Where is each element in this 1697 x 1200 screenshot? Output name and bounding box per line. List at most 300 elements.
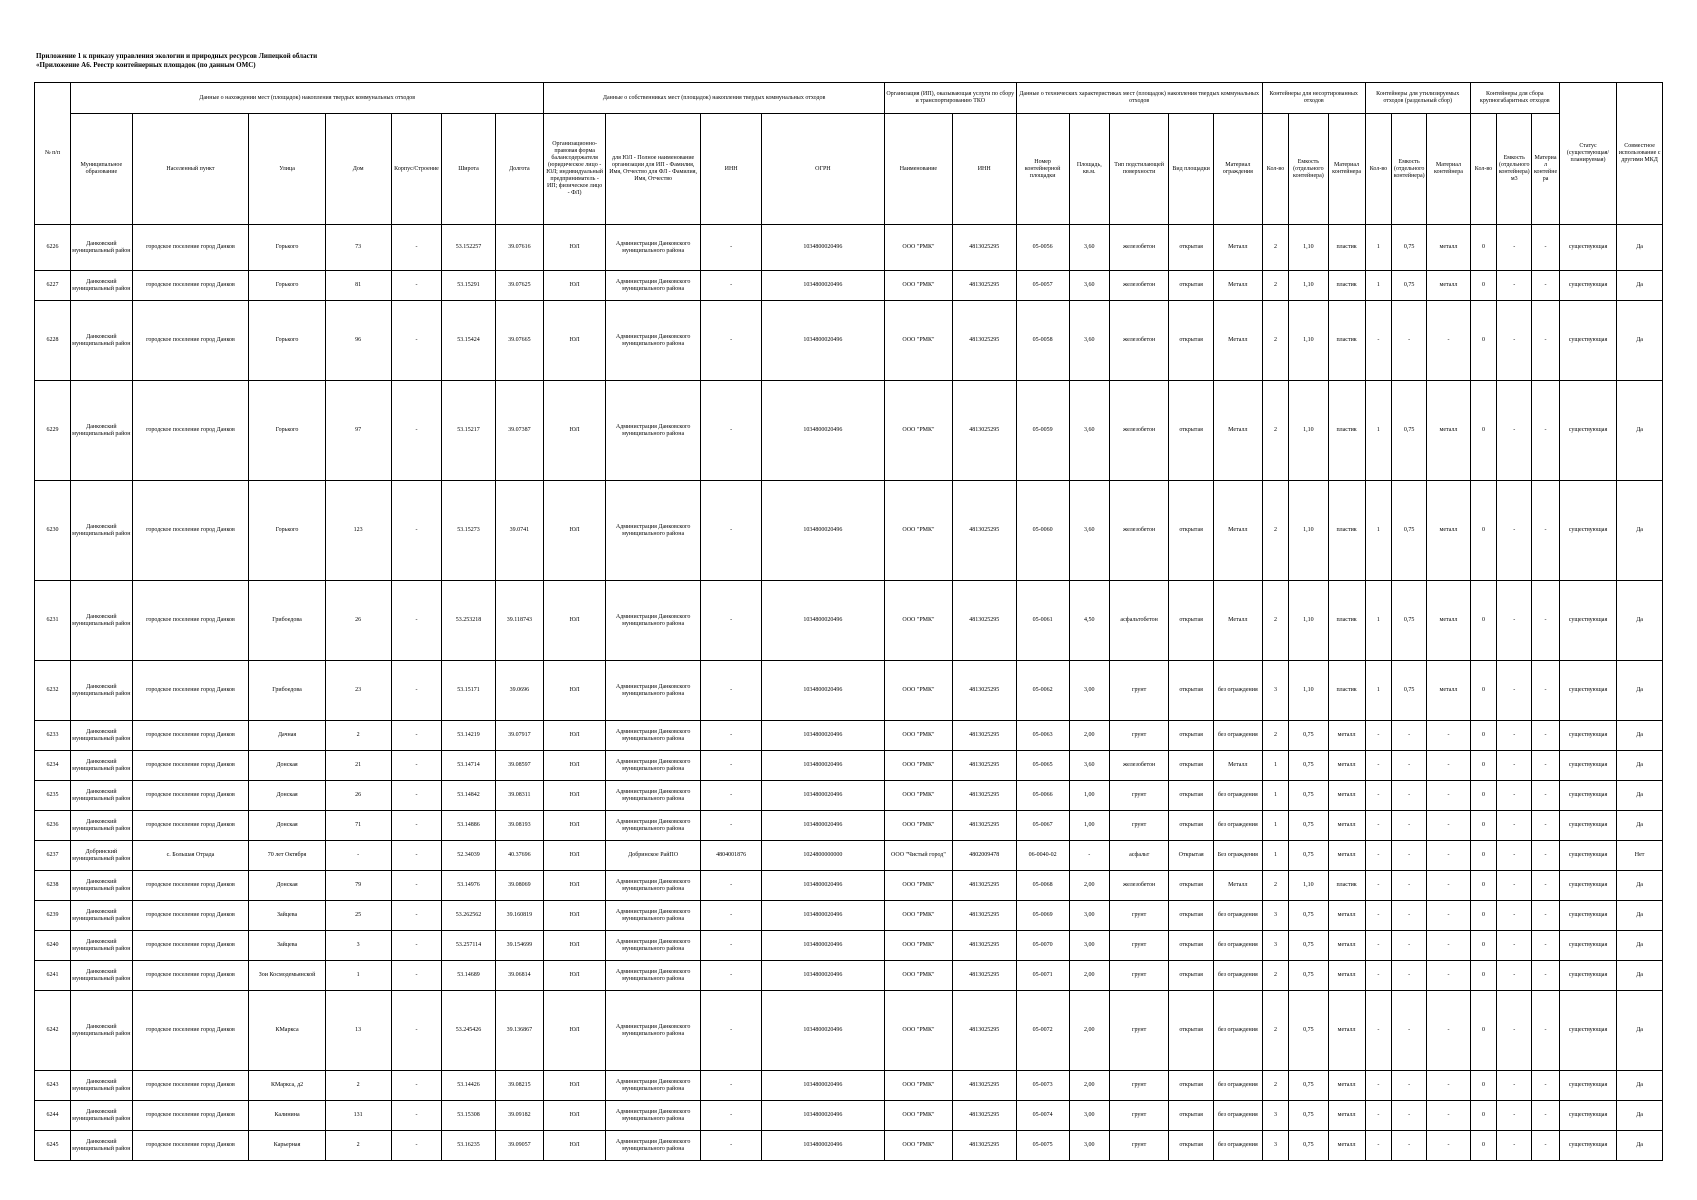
table-cell: Донская	[249, 871, 325, 901]
table-cell: 53.15171	[442, 661, 495, 721]
table-cell: -	[1532, 871, 1560, 901]
table-cell: -	[1532, 1101, 1560, 1131]
table-cell: 81	[325, 271, 391, 301]
table-cell: 53.15217	[442, 381, 495, 481]
table-cell: ЮЛ	[544, 841, 606, 871]
table-cell: 3,60	[1069, 301, 1109, 381]
table-cell: пластик	[1328, 381, 1365, 481]
table-cell: металл	[1427, 661, 1471, 721]
table-cell: Данковский муниципальный район	[71, 381, 133, 481]
group-bulky: Контейнеры для сбора крупногабаритных отходов	[1470, 83, 1559, 114]
table-cell: -	[1497, 581, 1532, 661]
table-cell: Металл	[1213, 581, 1262, 661]
table-cell: 1034800020496	[761, 991, 884, 1071]
table-cell: 4813025295	[952, 811, 1016, 841]
table-cell: -	[1365, 1101, 1392, 1131]
table-cell: 1	[1365, 661, 1392, 721]
table-cell: ООО "РМК"	[884, 661, 952, 721]
table-cell: 4813025295	[952, 481, 1016, 581]
table-cell: 0,75	[1392, 225, 1427, 271]
table-cell: -	[1365, 901, 1392, 931]
table-cell: 0,75	[1289, 931, 1328, 961]
table-cell: городское поселение город Данков	[132, 381, 249, 481]
table-cell: 1,10	[1289, 581, 1328, 661]
table-cell: Администрация Данковского муниципального района	[605, 931, 701, 961]
col-unsorted-qty: Кол-во	[1262, 114, 1289, 225]
table-cell: -	[391, 1101, 442, 1131]
col-org-name: Наименование	[884, 114, 952, 225]
col-recyclable-volume: Емкость (отдельного контейнера)	[1392, 114, 1427, 225]
table-cell: -	[1392, 781, 1427, 811]
col-status: Статус (существующая/планируемая)	[1559, 83, 1616, 225]
table-cell: -	[1392, 871, 1427, 901]
table-cell: -	[1497, 661, 1532, 721]
table-cell: открытая	[1169, 901, 1214, 931]
table-cell: -	[391, 841, 442, 871]
table-cell: 39.0696	[495, 661, 544, 721]
table-cell: -	[1497, 1101, 1532, 1131]
table-cell: металл	[1328, 991, 1365, 1071]
table-cell: 0	[1470, 841, 1497, 871]
table-cell: -	[1532, 721, 1560, 751]
table-cell: 0,75	[1289, 1131, 1328, 1161]
table-cell: существующая	[1559, 931, 1616, 961]
table-cell: -	[701, 225, 761, 271]
table-cell: Администрация Данковского муниципального района	[605, 901, 701, 931]
col-num: № п/п	[35, 83, 71, 225]
table-cell: 0	[1470, 225, 1497, 271]
table-cell: городское поселение город Данков	[132, 301, 249, 381]
table-cell: 2	[1262, 581, 1289, 661]
table-cell: -	[701, 661, 761, 721]
table-row	[35, 871, 1663, 901]
table-cell: -	[1532, 271, 1560, 301]
table-cell: 1,10	[1289, 661, 1328, 721]
table-cell: 70 лет Октября	[249, 841, 325, 871]
table-cell: 2,00	[1069, 991, 1109, 1071]
table-cell: 2	[325, 721, 391, 751]
table-cell: -	[1427, 1071, 1471, 1101]
table-cell: ЮЛ	[544, 1131, 606, 1161]
table-row	[35, 1071, 1663, 1101]
table-cell: городское поселение город Данков	[132, 581, 249, 661]
table-cell: Администрация Данковского муниципального района	[605, 781, 701, 811]
table-cell: Администрация Данковского муниципального района	[605, 1071, 701, 1101]
table-cell: 4813025295	[952, 225, 1016, 271]
table-cell: ЮЛ	[544, 481, 606, 581]
table-cell: пластик	[1328, 871, 1365, 901]
table-cell: -	[1532, 381, 1560, 481]
group-unsorted: Контейнеры для несортированных отходов	[1262, 83, 1365, 114]
group-tech: Данные о технических характеристиках мест (площадок) накопления твердых коммунальных отходов	[1016, 83, 1262, 114]
table-cell: грунт	[1109, 781, 1168, 811]
table-cell: без ограждения	[1213, 901, 1262, 931]
table-cell: Данковский муниципальный район	[71, 751, 133, 781]
table-cell: -	[701, 581, 761, 661]
table-cell: Данковский муниципальный район	[71, 961, 133, 991]
table-cell: грунт	[1109, 1101, 1168, 1131]
table-cell: 05-0060	[1016, 481, 1069, 581]
table-cell: Добринский муниципальный район	[71, 841, 133, 871]
table-cell: 05-0058	[1016, 301, 1069, 381]
table-cell: существующая	[1559, 481, 1616, 581]
table-cell: -	[1392, 841, 1427, 871]
table-cell: 2,00	[1069, 871, 1109, 901]
table-cell: 0	[1470, 811, 1497, 841]
table-cell: Администрация Данковского муниципального района	[605, 581, 701, 661]
table-cell: ООО "РМК"	[884, 751, 952, 781]
table-cell: 6237	[35, 841, 71, 871]
table-cell: металл	[1328, 1131, 1365, 1161]
table-cell: 1,10	[1289, 271, 1328, 301]
table-cell: 53.245426	[442, 991, 495, 1071]
table-cell: городское поселение город Данков	[132, 661, 249, 721]
table-cell: Донская	[249, 781, 325, 811]
table-cell: 0	[1470, 301, 1497, 381]
table-cell: ООО "Чистый город"	[884, 841, 952, 871]
table-cell: 05-0062	[1016, 661, 1069, 721]
table-cell: Данковский муниципальный район	[71, 781, 133, 811]
table-cell: 4813025295	[952, 581, 1016, 661]
table-cell: 4813025295	[952, 901, 1016, 931]
table-cell: Металл	[1213, 381, 1262, 481]
group-organization: Организация (ИП), оказывающая услуги по сбору и транспортированию ТКО	[884, 83, 1016, 114]
table-cell: -	[1392, 721, 1427, 751]
table-cell: грунт	[1109, 1071, 1168, 1101]
table-cell: -	[391, 961, 442, 991]
table-cell: 3,00	[1069, 661, 1109, 721]
registry-table	[34, 82, 1663, 1161]
col-bulky-volume: Емкость (отдельного контейнера) м3	[1497, 114, 1532, 225]
table-cell: -	[701, 721, 761, 751]
table-cell: существующая	[1559, 871, 1616, 901]
table-cell: 3,60	[1069, 751, 1109, 781]
table-cell: ЮЛ	[544, 271, 606, 301]
table-cell: ЮЛ	[544, 991, 606, 1071]
table-cell: 3	[1262, 1101, 1289, 1131]
table-cell: 0,75	[1289, 961, 1328, 991]
table-cell: 1,10	[1289, 871, 1328, 901]
table-cell: -	[1365, 811, 1392, 841]
table-cell: 53.257114	[442, 931, 495, 961]
table-cell: -	[1497, 301, 1532, 381]
table-cell: 6243	[35, 1071, 71, 1101]
table-cell: 39.08215	[495, 1071, 544, 1101]
table-cell: 05-0059	[1016, 381, 1069, 481]
group-owners: Данные о собственниках мест (площадок) накопления твердых коммунальных отходов	[544, 83, 885, 114]
table-cell: ЮЛ	[544, 811, 606, 841]
table-cell: -	[1497, 811, 1532, 841]
table-cell: Администрация Данковского муниципального района	[605, 481, 701, 581]
table-cell: ООО "РМК"	[884, 1101, 952, 1131]
table-cell: металл	[1427, 381, 1471, 481]
table-cell: -	[1497, 961, 1532, 991]
table-cell: 0,75	[1289, 781, 1328, 811]
table-cell: 0	[1470, 1101, 1497, 1131]
table-cell: ЮЛ	[544, 901, 606, 931]
table-cell: Металл	[1213, 751, 1262, 781]
table-cell: Горького	[249, 481, 325, 581]
table-cell: 0,75	[1289, 751, 1328, 781]
table-cell: Администрация Данковского муниципального района	[605, 991, 701, 1071]
table-cell: 0	[1470, 751, 1497, 781]
table-cell: Да	[1617, 931, 1663, 961]
table-cell: -	[391, 1131, 442, 1161]
table-cell: железобетон	[1109, 481, 1168, 581]
table-cell: 1	[1365, 381, 1392, 481]
col-ogrn: ОГРН	[761, 114, 884, 225]
table-cell: 1,00	[1069, 811, 1109, 841]
table-cell: 0	[1470, 901, 1497, 931]
table-cell: 3,00	[1069, 901, 1109, 931]
table-cell: -	[1497, 721, 1532, 751]
table-cell: Карьерная	[249, 1131, 325, 1161]
table-cell: 1034800020496	[761, 1101, 884, 1131]
table-cell: металл	[1328, 931, 1365, 961]
table-cell: 4813025295	[952, 1071, 1016, 1101]
table-cell: -	[1392, 1131, 1427, 1161]
table-cell: 0,75	[1289, 1101, 1328, 1131]
table-cell: открытая	[1169, 661, 1214, 721]
table-cell: 05-0071	[1016, 961, 1069, 991]
table-cell: 05-0075	[1016, 1131, 1069, 1161]
table-cell: ООО "РМК"	[884, 901, 952, 931]
table-cell: 3	[325, 931, 391, 961]
table-cell: существующая	[1559, 1101, 1616, 1131]
table-cell: металл	[1427, 271, 1471, 301]
table-cell: 6230	[35, 481, 71, 581]
table-cell: Данковский муниципальный район	[71, 1131, 133, 1161]
table-cell: Данковский муниципальный район	[71, 481, 133, 581]
table-cell: -	[1497, 871, 1532, 901]
table-cell: Металл	[1213, 301, 1262, 381]
table-cell: открытая	[1169, 1071, 1214, 1101]
table-cell: -	[391, 871, 442, 901]
table-cell: -	[1427, 961, 1471, 991]
table-cell: 53.15424	[442, 301, 495, 381]
table-cell: Данковский муниципальный район	[71, 661, 133, 721]
table-cell: Горького	[249, 225, 325, 271]
table-cell: 39.09182	[495, 1101, 544, 1131]
col-lon: Долгота	[495, 114, 544, 225]
table-cell: -	[1497, 225, 1532, 271]
table-cell: 53.152257	[442, 225, 495, 271]
table-cell: -	[1365, 721, 1392, 751]
table-cell: Дачная	[249, 721, 325, 751]
table-cell: 39.08311	[495, 781, 544, 811]
table-cell: 4813025295	[952, 781, 1016, 811]
table-cell: существующая	[1559, 991, 1616, 1071]
table-cell: существующая	[1559, 811, 1616, 841]
table-cell: 3	[1262, 661, 1289, 721]
table-cell: 39.09057	[495, 1131, 544, 1161]
table-cell: Зайцева	[249, 901, 325, 931]
table-cell: Добринское РайПО	[605, 841, 701, 871]
table-cell: -	[1427, 811, 1471, 841]
table-cell: -	[391, 781, 442, 811]
header-line-1: Приложение 1 к приказу управления экологии и природных ресурсов Липецкой области	[36, 52, 318, 60]
table-row	[35, 225, 1663, 271]
table-cell: -	[1497, 271, 1532, 301]
table-cell: ЮЛ	[544, 381, 606, 481]
table-cell: 6227	[35, 271, 71, 301]
table-cell: ООО "РМК"	[884, 1071, 952, 1101]
table-cell: 3,60	[1069, 481, 1109, 581]
table-cell: открытая	[1169, 301, 1214, 381]
table-cell: ООО "РМК"	[884, 381, 952, 481]
table-cell: -	[1365, 991, 1392, 1071]
table-cell: -	[1427, 751, 1471, 781]
table-cell: грунт	[1109, 721, 1168, 751]
table-cell: 0,75	[1392, 481, 1427, 581]
table-cell: 0	[1470, 721, 1497, 751]
table-cell: 1034800020496	[761, 301, 884, 381]
table-cell: Да	[1617, 581, 1663, 661]
table-row	[35, 581, 1663, 661]
table-cell: 1	[1365, 225, 1392, 271]
table-cell: 0	[1470, 781, 1497, 811]
table-cell: 3	[1262, 901, 1289, 931]
table-cell: 0	[1470, 991, 1497, 1071]
table-cell: 1034800020496	[761, 225, 884, 271]
table-cell: 6239	[35, 901, 71, 931]
table-cell: 1034800020496	[761, 751, 884, 781]
table-cell: 39.118743	[495, 581, 544, 661]
table-cell: 2,00	[1069, 721, 1109, 751]
table-cell: 25	[325, 901, 391, 931]
table-cell: 6244	[35, 1101, 71, 1131]
table-header	[35, 83, 1663, 225]
table-cell: 0,75	[1392, 581, 1427, 661]
table-body	[35, 225, 1663, 1161]
table-cell: Администрация Данковского муниципального района	[605, 661, 701, 721]
col-building: Корпус/Строение	[391, 114, 442, 225]
table-cell: металл	[1427, 225, 1471, 271]
table-cell: -	[1365, 781, 1392, 811]
table-cell: 05-0057	[1016, 271, 1069, 301]
col-lat: Широта	[442, 114, 495, 225]
table-cell: 3	[1262, 931, 1289, 961]
table-row	[35, 661, 1663, 721]
table-cell: ООО "РМК"	[884, 991, 952, 1071]
table-cell: существующая	[1559, 271, 1616, 301]
table-cell: -	[701, 271, 761, 301]
table-cell: 39.07665	[495, 301, 544, 381]
table-cell: 1,00	[1069, 781, 1109, 811]
table-cell: Донская	[249, 811, 325, 841]
table-cell: -	[391, 481, 442, 581]
table-cell: металл	[1328, 1071, 1365, 1101]
table-cell: грунт	[1109, 811, 1168, 841]
table-cell: существующая	[1559, 1131, 1616, 1161]
table-row	[35, 751, 1663, 781]
table-cell: 1,10	[1289, 381, 1328, 481]
table-row	[35, 1131, 1663, 1161]
table-cell: пластик	[1328, 271, 1365, 301]
table-cell: существующая	[1559, 841, 1616, 871]
col-inn: ИНН	[701, 114, 761, 225]
table-cell: -	[391, 991, 442, 1071]
table-cell: 0,75	[1289, 991, 1328, 1071]
table-cell: Да	[1617, 1101, 1663, 1131]
table-cell: 4813025295	[952, 381, 1016, 481]
table-cell: городское поселение город Данков	[132, 811, 249, 841]
table-cell: 1	[1262, 781, 1289, 811]
table-cell: 4813025295	[952, 751, 1016, 781]
table-cell: -	[1532, 751, 1560, 781]
table-cell: 96	[325, 301, 391, 381]
table-cell: 2	[1262, 271, 1289, 301]
table-cell: -	[1427, 841, 1471, 871]
table-cell: -	[1392, 901, 1427, 931]
table-cell: -	[1532, 581, 1560, 661]
table-cell: городское поселение город Данков	[132, 991, 249, 1071]
table-cell: 4813025295	[952, 271, 1016, 301]
table-cell: 0	[1470, 1071, 1497, 1101]
table-cell: -	[1532, 901, 1560, 931]
table-cell: -	[1497, 931, 1532, 961]
table-cell: Да	[1617, 901, 1663, 931]
table-cell: пластик	[1328, 225, 1365, 271]
table-cell: -	[391, 721, 442, 751]
table-cell: 39.08597	[495, 751, 544, 781]
table-cell: Горького	[249, 271, 325, 301]
col-fence: Материал ограждения	[1213, 114, 1262, 225]
table-cell: 1,10	[1289, 481, 1328, 581]
table-cell: 6231	[35, 581, 71, 661]
table-cell: -	[1497, 841, 1532, 871]
table-cell: -	[701, 1131, 761, 1161]
table-cell: городское поселение город Данков	[132, 1101, 249, 1131]
col-site-number: Номер контейнерной площадки	[1016, 114, 1069, 225]
table-cell: 53.15273	[442, 481, 495, 581]
table-cell: Администрация Данковского муниципального района	[605, 721, 701, 751]
table-cell: ООО "РМК"	[884, 811, 952, 841]
table-cell: 1	[1365, 271, 1392, 301]
table-cell: -	[1392, 961, 1427, 991]
table-cell: -	[1497, 751, 1532, 781]
table-cell: 3,60	[1069, 225, 1109, 271]
table-cell: 4813025295	[952, 961, 1016, 991]
table-cell: открытая	[1169, 581, 1214, 661]
table-cell: ООО "РМК"	[884, 225, 952, 271]
table-cell: ООО "РМК"	[884, 931, 952, 961]
table-cell: -	[325, 841, 391, 871]
table-cell: -	[1497, 991, 1532, 1071]
table-cell: -	[1365, 1071, 1392, 1101]
table-cell: ЮЛ	[544, 961, 606, 991]
col-area: Площадь, кв.м.	[1069, 114, 1109, 225]
table-cell: 1	[1262, 811, 1289, 841]
table-cell: открытая	[1169, 1101, 1214, 1131]
table-cell: 3,60	[1069, 271, 1109, 301]
table-cell: 0,75	[1392, 661, 1427, 721]
table-cell: Данковский муниципальный район	[71, 301, 133, 381]
table-cell: 39.07625	[495, 271, 544, 301]
table-cell: открытая	[1169, 481, 1214, 581]
table-cell: 2	[1262, 721, 1289, 751]
table-cell: 2	[1262, 871, 1289, 901]
table-cell: Администрация Данковского муниципального района	[605, 381, 701, 481]
table-cell: 6238	[35, 871, 71, 901]
table-cell: 39.136867	[495, 991, 544, 1071]
table-cell: 0	[1470, 1131, 1497, 1161]
table-row	[35, 991, 1663, 1071]
table-cell: Данковский муниципальный район	[71, 721, 133, 751]
table-cell: 53.262562	[442, 901, 495, 931]
table-cell: 1034800020496	[761, 811, 884, 841]
table-cell: -	[1365, 751, 1392, 781]
